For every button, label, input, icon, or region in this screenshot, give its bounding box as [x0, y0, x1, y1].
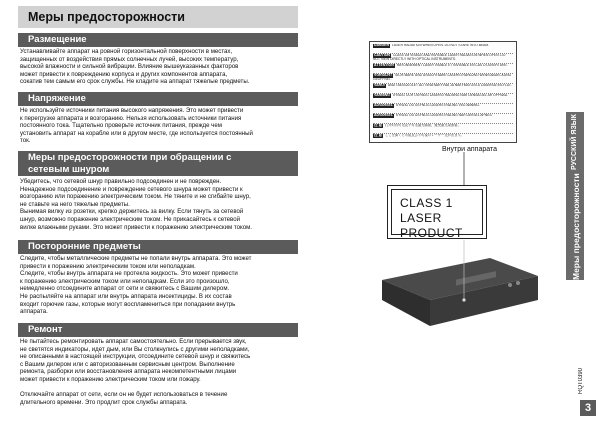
- section-heading-foreign-objects: Посторонние предметы: [18, 240, 298, 254]
- warning-tag: VARO!: [374, 84, 386, 87]
- laser-label-line: LASER PRODUCT: [400, 211, 463, 240]
- device-illustration: [360, 150, 560, 340]
- warning-tag: CAUTION: [374, 54, 390, 57]
- laser-warning-label: [369, 41, 517, 143]
- text-line: возгоранию или поражению электрическим током. Не тяните и не сгибайте шнур,: [20, 193, 251, 201]
- warning-tag: ADVARSEL: [374, 104, 393, 107]
- text-line: Следите, чтобы металлические предметы не попали внутрь аппарата. Это может: [20, 255, 252, 262]
- warning-tag: VARNING: [374, 94, 390, 97]
- warning-row: [373, 104, 513, 114]
- text-line: шнур, возможно поражение электрическим током. Не прикасайтесь к сетевой: [20, 215, 241, 223]
- text-line: не ставьте на него тяжелые предметы.: [20, 200, 130, 208]
- warning-tag: 注 意: [374, 134, 382, 137]
- warning-text: RAYONNEMENT LASER VISIBLE ET INVISIBLE EN CAS D'OUVERTURE.: [396, 64, 508, 67]
- text-line: Отключайте аппарат от сети, если он не будет использоваться в течение: [20, 391, 228, 399]
- warning-text: SYNLIG OG USYNLIG LASERSTRÅLING NÅR DEKSEL ÅPNES.: [396, 114, 493, 117]
- text-line: вилке влажными руками. Это может привести к поражению электрическим током.: [20, 223, 252, 231]
- text-line: Устанавливайте аппарат на ровной горизонтальной поверхности в местах,: [20, 48, 233, 55]
- text-line: аппарата.: [20, 308, 48, 316]
- text-line: высокой влажности и сильной вибрации. Влияние вышеуказанных факторов: [20, 63, 239, 71]
- warning-text: CLASS 1M VISIBLE AND INVISIBLE LASER RADIATION WHEN OPEN. DO NOT VIEW DIRECTLY WITH OPTICAL INSTRUMENTS.: [373, 54, 506, 61]
- warning-text: LASER RADIATION WHEN OPEN. DO NOT STARE INTO BEAM.: [392, 44, 490, 47]
- warning-text: SYNLIG OCH OSYNLIG LASERSTRÅLNING NÄR DENNA DEL ÄR ÖPPNAD.: [392, 94, 509, 97]
- text-line: постоянного тока. Тщательно проверьте источник питания, прежде чем: [20, 122, 222, 130]
- warning-tag: DANGER: [374, 44, 390, 47]
- heading-line: сетевым шнуром: [28, 164, 110, 175]
- warning-tag: 注 意: [374, 124, 382, 127]
- warning-text: 打开时有可见及不可见激光辐射，避免激光束照射。: [384, 124, 461, 127]
- warning-row: [373, 44, 513, 54]
- page-title: Меры предосторожности: [18, 6, 298, 28]
- warning-tag: VORSICHT: [374, 74, 393, 77]
- warning-row: [373, 94, 513, 104]
- section-heading-placement: Размещение: [18, 33, 298, 47]
- laser-class-label: [387, 185, 487, 239]
- warning-row: [373, 64, 513, 74]
- warning-text: SYNLIG OG USYNLIG LASERSTRÅLING VED ÅBNING.: [396, 104, 480, 107]
- text-line: Убедитесь, что сетевой шнур правильно подсоединен и не поврежден.: [20, 178, 222, 185]
- text-line: может привести к повреждению корпуса и других компонентов аппарата,: [20, 70, 228, 78]
- text-line: [20, 384, 298, 392]
- section-heading-power-cord: [18, 151, 298, 176]
- document-code: RQT0390: [578, 368, 584, 395]
- device-button: [516, 281, 520, 285]
- inside-unit-caption: Внутри аппарата: [442, 146, 498, 153]
- warning-row: [373, 114, 513, 124]
- text-line: ремонта, разборки или восстановления аппарата некомпетентными лицами: [20, 368, 237, 376]
- text-line: Не используйте источники питания высокого напряжения. Это может привести: [20, 107, 244, 114]
- device-button: [508, 283, 512, 287]
- text-line: Следите, чтобы внутрь аппарата не протекла жидкость. Это может привести: [20, 270, 238, 278]
- text-line: не светятся индикаторы, идет дым, или Вы столкнулись с другими неполадками,: [20, 345, 250, 353]
- warning-row: [373, 74, 513, 84]
- warning-tag: ATTENTION: [374, 64, 394, 67]
- text-line: Вынимая вилку из розетки, крепко держитесь за вилку. Если тянуть за сетевой: [20, 208, 244, 216]
- text-line: с Вашим дилером или с авторизованным сервисным центром. Выполнение: [20, 360, 235, 368]
- text-line: к перегрузке аппарата и возгоранию. Нельзя использовать источники питания: [20, 114, 242, 122]
- text-line: установить аппарат на корабле или в другом месте, где используется постоянный: [20, 129, 253, 137]
- section-text-placement: [20, 48, 298, 86]
- text-line: Не пытайтесь ремонтировать аппарат самостоятельно. Если прерывается звук,: [20, 338, 247, 345]
- warning-row: [373, 124, 513, 134]
- warning-text: AVATTAESSA OLET ALTTIINA NÄKYVÄÄ JA NÄKYMÄTÖNTÄ LASERSÄTEILYLLE.: [388, 84, 512, 87]
- text-line: может привести к поражению электрическим током или пожару.: [20, 375, 201, 383]
- text-line: длительного времени. Это продлит срок службы аппарата.: [20, 398, 188, 406]
- text-line: немедленно отсоедините аппарат от сети и свяжитесь с Вашим дилером.: [20, 285, 230, 293]
- text-line: защищенных от воздействия прямых солнечных лучей, высоких температур,: [20, 55, 239, 63]
- section-text-power-cord: [20, 178, 298, 231]
- text-line: ток.: [20, 137, 31, 145]
- section-heading-voltage: Напряжение: [18, 92, 298, 106]
- text-line: Не распыляйте на аппарат или внутрь аппарата инсектициды. В их состав: [20, 292, 232, 300]
- laser-label-line: CLASS 1: [400, 196, 453, 210]
- section-heading-repair: Ремонт: [18, 323, 298, 337]
- warning-text: SICHTBARE UND UNSICHTBARE LASERSTRAHLUNG WENN ABDECKUNG GEÖFFNET.: [373, 74, 512, 81]
- text-line: не описанными в настоящей инструкции, отсоедините сетевой шнур и свяжитесь: [20, 353, 251, 361]
- warning-row: [373, 84, 513, 94]
- warning-row: [373, 54, 513, 64]
- page-number: 3: [580, 400, 596, 416]
- text-line: Ненадежное подсоединение и повреждение сетевого шнура может привести к: [20, 185, 243, 193]
- side-section-title: Меры предосторожности: [571, 173, 581, 280]
- pointer-dot: [462, 298, 465, 301]
- laser-label-inner: [391, 189, 483, 240]
- text-line: к поражению электрическим током или неполадкам. Если это произошло,: [20, 277, 230, 285]
- heading-line: Меры предосторожности при обращении с: [28, 152, 232, 163]
- section-text-foreign-objects: [20, 255, 298, 316]
- warning-text: ここを開くと可視及び不可視のレーザー光が出ます。: [384, 134, 464, 137]
- warning-row: [373, 134, 513, 143]
- text-line: привести к поражению электрическим током или неполадкам.: [20, 262, 196, 270]
- side-language-label: РУССКИЙ ЯЗЫК: [571, 114, 578, 170]
- section-text-repair: [20, 338, 298, 406]
- section-text-voltage: [20, 107, 298, 145]
- text-line: сокатив тем самым его срок службы. Не кладите на аппарат тяжелые предметы.: [20, 78, 250, 86]
- text-line: входит горючие газы, которые могут воспламениться при попадании внутрь: [20, 300, 236, 308]
- warning-tag: ADVARSEL: [374, 114, 393, 117]
